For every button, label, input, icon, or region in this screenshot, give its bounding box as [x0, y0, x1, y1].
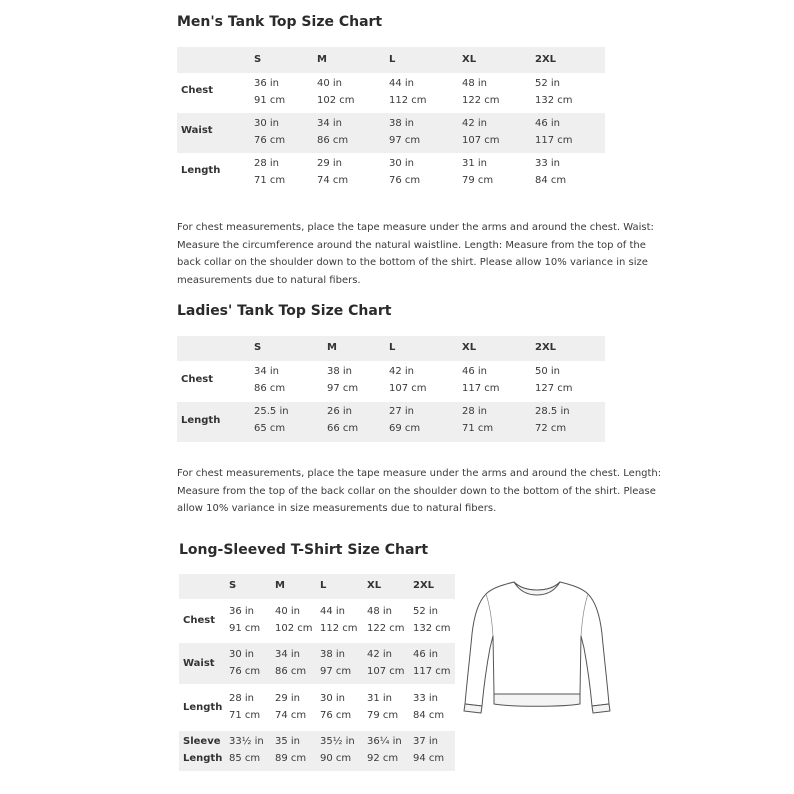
cell-in: 33 in: [413, 693, 439, 704]
longsleeve-size-header: M: [275, 580, 285, 591]
cell-cm: 102 cm: [317, 95, 355, 106]
cell-cm: 66 cm: [327, 423, 359, 434]
longsleeve-size-table: [179, 574, 455, 772]
cell-cm: 117 cm: [462, 383, 500, 394]
cell-in: 37 in: [413, 736, 439, 747]
cell-cm: 65 cm: [254, 423, 286, 434]
ladies-measurement-note: [177, 465, 661, 518]
cell-cm: 79 cm: [462, 175, 494, 186]
note-line: Measure from the top of the back collar on the shoulder down to the bottom of the shirt. Please: [177, 485, 656, 497]
cell-cm: 76 cm: [389, 175, 421, 186]
cell-in: 30 in: [320, 693, 346, 704]
cell-cm: 86 cm: [254, 383, 286, 394]
longsleeve-size-header: L: [320, 580, 327, 591]
cell-cm: 132 cm: [413, 623, 451, 634]
cell-cm: 97 cm: [327, 383, 359, 394]
cell-cm: 107 cm: [389, 383, 427, 394]
mens-size-header: L: [389, 54, 396, 65]
cell-cm: 92 cm: [367, 753, 399, 764]
cell-cm: 79 cm: [367, 710, 399, 721]
cell-in: 42 in: [389, 366, 415, 377]
cell-in: 35½ in: [320, 736, 355, 747]
row-label: Length: [181, 165, 221, 176]
cell-in: 46 in: [462, 366, 488, 377]
mens-header-row: [177, 47, 605, 73]
row-label: Waist: [181, 125, 213, 136]
cell-cm: 107 cm: [367, 666, 405, 677]
cell-cm: 97 cm: [320, 666, 352, 677]
ladies-size-header: M: [327, 342, 337, 353]
cell-cm: 122 cm: [367, 623, 405, 634]
longsleeve-size-header: 2XL: [413, 580, 435, 591]
note-line: back collar on the shoulder down to the bottom of the shirt. Please allow 10% variance in size: [177, 257, 648, 268]
cell-in: 38 in: [389, 118, 415, 129]
cell-cm: 117 cm: [535, 135, 573, 146]
mens-measurement-note: [177, 219, 654, 289]
cell-in: 28 in: [254, 158, 280, 169]
cell-cm: 86 cm: [317, 135, 349, 146]
cell-cm: 91 cm: [229, 623, 261, 634]
ladies-row-chest: [177, 361, 605, 401]
longsleeve-chart-title: Long-Sleeved T-Shirt Size Chart: [179, 542, 429, 558]
cell-in: 29 in: [317, 158, 343, 169]
row-label: Length: [183, 702, 223, 713]
cell-cm: 86 cm: [275, 666, 307, 677]
cell-in: 44 in: [320, 606, 346, 617]
cell-cm: 127 cm: [535, 383, 573, 394]
cell-in: 30 in: [229, 649, 255, 660]
cell-in: 50 in: [535, 366, 561, 377]
row-label: Sleeve: [183, 736, 221, 747]
longsleeve-row-sleeve-length: [179, 731, 455, 771]
longsleeve-row-length: [179, 687, 455, 727]
cell-in: 52 in: [413, 606, 439, 617]
cell-in: 40 in: [317, 78, 343, 89]
cell-cm: 132 cm: [535, 95, 573, 106]
cell-in: 30 in: [389, 158, 415, 169]
cell-in: 36¼ in: [367, 736, 402, 747]
row-label: Chest: [181, 85, 213, 96]
cell-cm: 71 cm: [462, 423, 494, 434]
cell-cm: 94 cm: [413, 753, 445, 764]
cell-in: 34 in: [254, 366, 280, 377]
mens-size-header: M: [317, 54, 327, 65]
cell-in: 34 in: [317, 118, 343, 129]
cell-in: 38 in: [327, 366, 353, 377]
cell-cm: 122 cm: [462, 95, 500, 106]
cell-cm: 76 cm: [254, 135, 286, 146]
ladies-size-header: XL: [462, 342, 477, 353]
cell-cm: 97 cm: [389, 135, 421, 146]
cell-cm: 112 cm: [320, 623, 358, 634]
row-label: Chest: [181, 374, 213, 385]
cell-in: 28 in: [462, 406, 488, 417]
cell-cm: 84 cm: [413, 710, 445, 721]
cell-in: 46 in: [413, 649, 439, 660]
cell-cm: 107 cm: [462, 135, 500, 146]
mens-row-chest: [177, 73, 605, 113]
note-line: Measure the circumference around the natural waistline. Length: Measure from the top of the: [177, 239, 646, 251]
longsleeve-header-row: [179, 574, 455, 599]
cell-in: 28.5 in: [535, 406, 570, 417]
cell-in: 42 in: [462, 118, 488, 129]
ladies-chart-title: Ladies' Tank Top Size Chart: [177, 303, 392, 319]
ladies-size-header: L: [389, 342, 396, 353]
cell-cm: 91 cm: [254, 95, 286, 106]
cell-cm: 90 cm: [320, 753, 352, 764]
mens-row-length: [177, 153, 605, 193]
longsleeve-row-waist: [179, 643, 455, 684]
cell-in: 38 in: [320, 649, 346, 660]
cell-in: 48 in: [462, 78, 488, 89]
cell-cm: 89 cm: [275, 753, 307, 764]
cell-cm: 112 cm: [389, 95, 427, 106]
cell-in: 52 in: [535, 78, 561, 89]
note-line: allow 10% variance in size measurements due to natural fibers.: [177, 503, 497, 514]
cell-in: 30 in: [254, 118, 280, 129]
cell-in: 34 in: [275, 649, 301, 660]
cell-in: 46 in: [535, 118, 561, 129]
cell-in: 40 in: [275, 606, 301, 617]
cell-in: 33 in: [535, 158, 561, 169]
row-label: Length: [181, 415, 221, 426]
cell-in: 42 in: [367, 649, 393, 660]
longsleeve-row-chest: [179, 601, 455, 641]
mens-row-waist: [177, 113, 605, 153]
cell-in: 31 in: [462, 158, 488, 169]
cell-cm: 74 cm: [275, 710, 307, 721]
cell-in: 27 in: [389, 406, 415, 417]
cell-cm: 117 cm: [413, 666, 451, 677]
mens-size-table: [177, 47, 605, 196]
longsleeve-size-header: XL: [367, 580, 382, 591]
cell-cm: 85 cm: [229, 753, 261, 764]
cell-cm: 84 cm: [535, 175, 567, 186]
longsleeve-size-header: S: [229, 580, 237, 591]
cell-in: 36 in: [229, 606, 255, 617]
ladies-size-header: 2XL: [535, 342, 557, 353]
cell-in: 36 in: [254, 78, 280, 89]
cell-in: 26 in: [327, 406, 353, 417]
cell-in: 44 in: [389, 78, 415, 89]
cell-in: 29 in: [275, 693, 301, 704]
ladies-size-header: S: [254, 342, 262, 353]
mens-size-header: 2XL: [535, 54, 557, 65]
mens-chart-title: Men's Tank Top Size Chart: [177, 14, 383, 30]
mens-size-header: S: [254, 54, 262, 65]
cell-cm: 76 cm: [229, 666, 261, 677]
ladies-header-row: [177, 336, 605, 361]
ladies-row-length: [177, 402, 605, 442]
cell-in: 25.5 in: [254, 406, 289, 417]
cell-in: 31 in: [367, 693, 393, 704]
note-line: measurements due to natural fibers.: [177, 274, 361, 286]
cell-cm: 76 cm: [320, 710, 352, 721]
cell-cm: 71 cm: [254, 175, 286, 186]
cell-in: 33½ in: [229, 736, 264, 747]
cell-in: 28 in: [229, 693, 255, 704]
cell-cm: 71 cm: [229, 710, 261, 721]
note-line: For chest measurements, place the tape measure under the arms and around the chest. Length:: [177, 468, 662, 479]
ladies-size-table: [177, 336, 605, 446]
cell-in: 35 in: [275, 736, 301, 747]
cell-in: 48 in: [367, 606, 393, 617]
row-label: Length: [183, 753, 223, 764]
cell-cm: 72 cm: [535, 423, 567, 434]
cell-cm: 69 cm: [389, 423, 421, 434]
cell-cm: 102 cm: [275, 623, 313, 634]
mens-size-header: XL: [462, 54, 477, 65]
note-line: For chest measurements, place the tape measure under the arms and around the chest. Waist:: [177, 222, 654, 233]
row-label: Waist: [183, 658, 215, 669]
cell-cm: 74 cm: [317, 175, 349, 186]
row-label: Chest: [183, 615, 215, 626]
sweatshirt-illustration: [462, 576, 612, 716]
